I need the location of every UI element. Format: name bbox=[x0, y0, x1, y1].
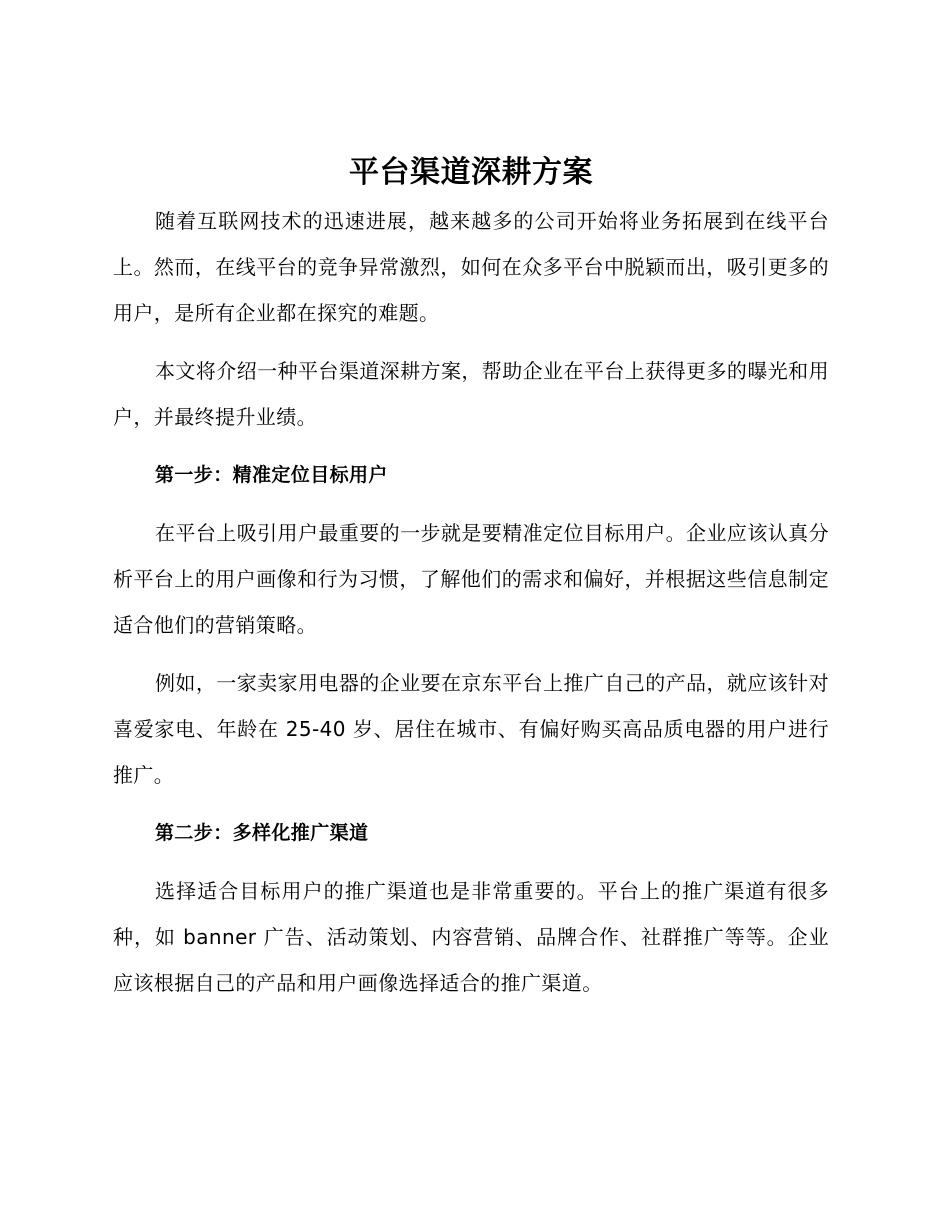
section-paragraph: 在平台上吸引用户最重要的一步就是要精准定位目标用户。企业应该认真分析平台上的用户画像和行为习惯，了解他们的需求和偏好，并根据这些信息制定适合他们的营销策略。 bbox=[113, 521, 829, 637]
section-heading: 第二步：多样化推广渠道 bbox=[155, 822, 369, 844]
document-body bbox=[113, 148, 829, 1006]
section-heading: 第一步：精准定位目标用户 bbox=[155, 464, 388, 486]
intro-paragraph: 随着互联网技术的迅速进展，越来越多的公司开始将业务拓展到在线平台上。然而，在线平台的竞争异常激烈，如何在众多平台中脱颖而出，吸引更多的用户，是所有企业都在探究的难题。 bbox=[113, 209, 829, 325]
document-title: 平台渠道深耕方案 bbox=[349, 155, 593, 190]
intro-paragraph: 本文将介绍一种平台渠道深耕方案，帮助企业在平台上获得更多的曝光和用户，并最终提升业绩。 bbox=[113, 359, 829, 429]
section-paragraph: 选择适合目标用户的推广渠道也是非常重要的。平台上的推广渠道有很多种，如 banner 广告、活动策划、内容营销、品牌合作、社群推广等等。企业应该根据自己的产品和用户画像选择适合的推广渠道。 bbox=[113, 879, 829, 995]
section-paragraph: 例如，一家卖家用电器的企业要在京东平台上推广自己的产品，就应该针对喜爱家电、年龄在 25-40 岁、居住在城市、有偏好购买高品质电器的用户进行推广。 bbox=[113, 671, 829, 787]
